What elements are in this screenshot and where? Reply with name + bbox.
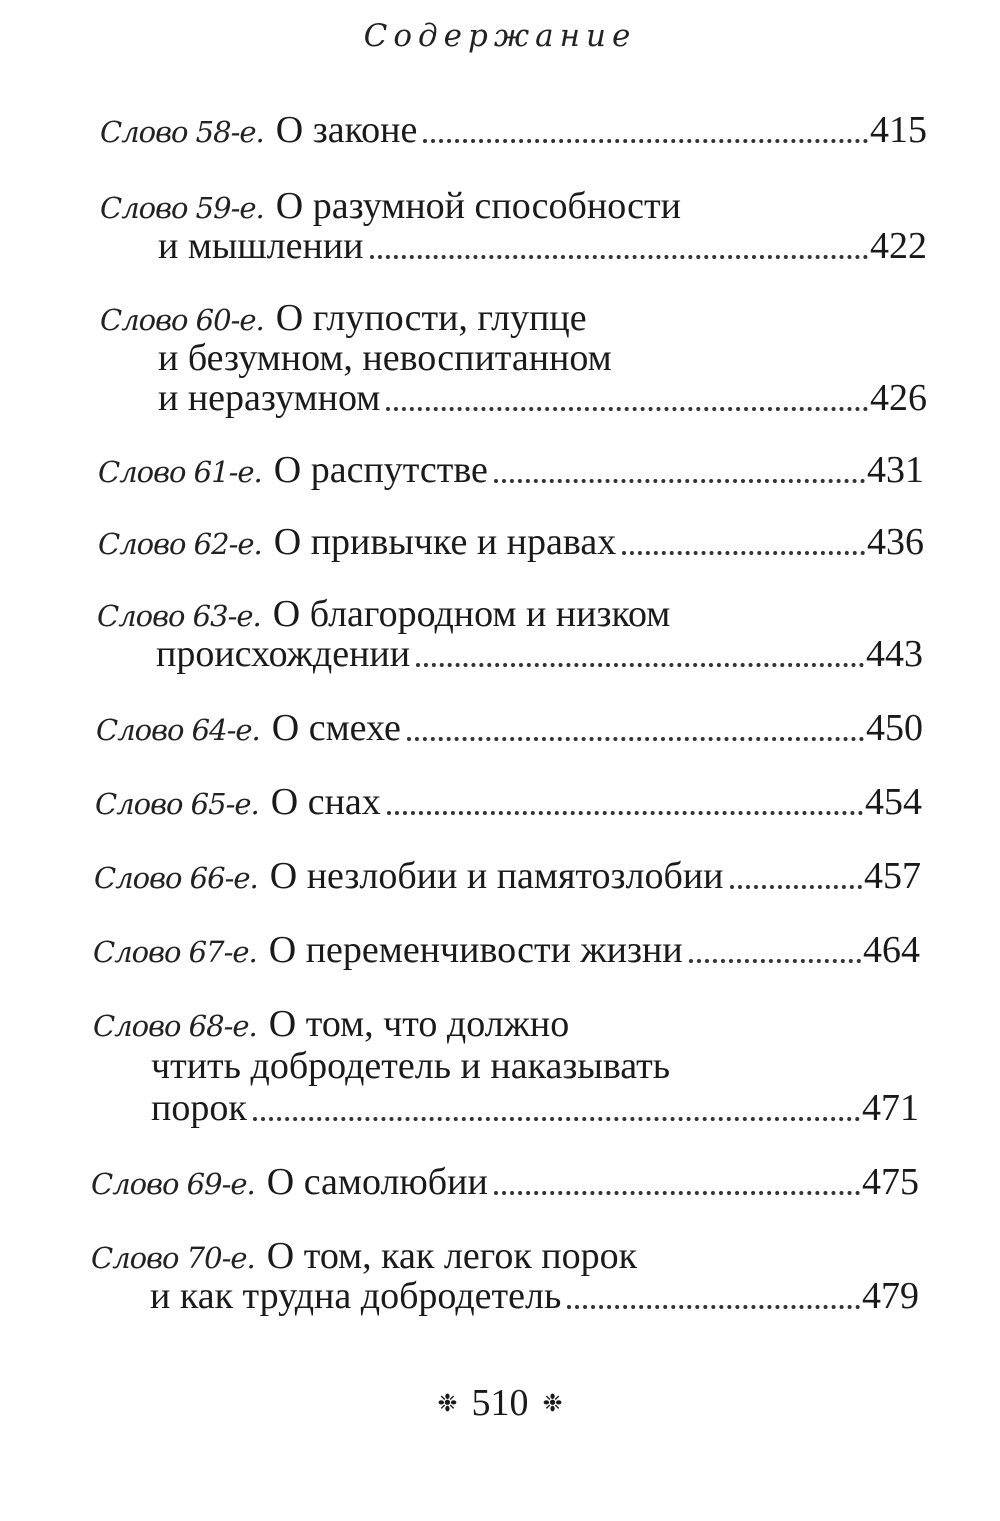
dot-leader xyxy=(370,254,868,259)
dot-leader xyxy=(416,662,864,667)
running-head: Содержание xyxy=(363,18,637,54)
toc-line xyxy=(158,376,927,422)
entry-label: Слово 60-е. xyxy=(100,303,264,337)
entry-page-number: 479 xyxy=(862,1275,919,1317)
toc-line xyxy=(151,1044,919,1090)
entry-page-number: 436 xyxy=(867,521,924,563)
entry-page-number: 426 xyxy=(870,377,927,419)
ornament-icon: ❉ xyxy=(542,1390,563,1417)
dot-leader xyxy=(494,478,865,483)
entry-page-number: 431 xyxy=(867,449,924,491)
entry-title: О переменчивости жизни xyxy=(268,929,683,971)
entry-label: Слово 70-е. xyxy=(91,1241,255,1275)
entry-label: Слово 64-е. xyxy=(96,713,260,747)
toc-line xyxy=(93,1002,919,1048)
dot-leader xyxy=(423,138,868,143)
toc-line xyxy=(158,224,927,270)
toc-line xyxy=(98,520,924,566)
dot-leader xyxy=(407,736,864,741)
entry-title: О глупости, глупце xyxy=(275,297,587,339)
entry-title: О распутстве xyxy=(273,449,488,491)
toc-line xyxy=(94,854,921,900)
entry-title: О незлобии и памятозлобии xyxy=(269,855,724,897)
entry-page-number: 422 xyxy=(870,225,927,267)
dot-leader xyxy=(689,958,861,963)
toc-line xyxy=(156,632,923,678)
entry-label: Слово 66-е. xyxy=(94,861,258,895)
entry-title: О привычке и нравах xyxy=(273,521,617,563)
dot-leader xyxy=(494,1190,860,1195)
dot-leader xyxy=(386,406,868,411)
entry-title: О снах xyxy=(270,781,381,823)
entry-label: Слово 61-е. xyxy=(98,455,262,489)
dot-leader xyxy=(730,884,862,889)
entry-title: О благородном и низком xyxy=(272,593,671,635)
entry-title: О самолюбии xyxy=(266,1161,488,1203)
entry-title: О том, что должно xyxy=(268,1003,570,1045)
entry-title: О разумной способности xyxy=(275,185,681,227)
toc-line xyxy=(100,108,927,154)
dot-leader xyxy=(622,550,865,555)
entry-title-continued: и мышлении xyxy=(158,225,364,267)
entry-title: О законе xyxy=(275,109,418,151)
toc-line xyxy=(151,1086,919,1132)
entry-label: Слово 67-е. xyxy=(93,935,257,969)
dot-leader xyxy=(567,1304,860,1309)
entry-label: Слово 68-е. xyxy=(93,1009,257,1043)
entry-title-continued: порок xyxy=(151,1087,247,1129)
entry-title-continued: чтить добродетель и наказывать xyxy=(151,1045,671,1087)
entry-title-continued: и безумном, невоспитанном xyxy=(158,337,612,379)
entry-page-number: 475 xyxy=(862,1161,919,1203)
toc-line xyxy=(93,928,920,974)
dot-leader xyxy=(253,1116,860,1121)
entry-title-continued: и неразумном xyxy=(158,377,381,419)
entry-page-number: 454 xyxy=(865,781,922,823)
entry-page-number: 450 xyxy=(866,707,923,749)
ornament-icon: ❉ xyxy=(437,1390,458,1417)
entry-label: Слово 69-е. xyxy=(91,1167,255,1201)
entry-label: Слово 63-е. xyxy=(97,599,261,633)
entry-label: Слово 65-е. xyxy=(95,787,259,821)
toc-line xyxy=(96,706,923,752)
toc-line xyxy=(91,1160,919,1206)
toc-line xyxy=(150,1274,919,1320)
dot-leader xyxy=(387,810,863,815)
entry-page-number: 464 xyxy=(863,929,920,971)
entry-page-number: 471 xyxy=(862,1087,919,1129)
entry-title: О смехе xyxy=(271,707,401,749)
entry-label: Слово 58-е. xyxy=(100,115,264,149)
page-footer xyxy=(0,1381,1000,1425)
entry-label: Слово 62-е. xyxy=(98,527,262,561)
entry-title: О том, как легок порок xyxy=(266,1235,638,1277)
toc-line xyxy=(95,780,922,826)
toc-line xyxy=(98,448,924,494)
entry-page-number: 415 xyxy=(870,109,927,151)
entry-title-continued: и как трудна добродетель xyxy=(150,1275,562,1317)
entry-page-number: 443 xyxy=(866,633,923,675)
entry-label: Слово 59-е. xyxy=(100,191,264,225)
entry-page-number: 457 xyxy=(864,855,921,897)
page-number: 510 xyxy=(471,1382,529,1424)
entry-title-continued: происхождении xyxy=(156,633,411,675)
